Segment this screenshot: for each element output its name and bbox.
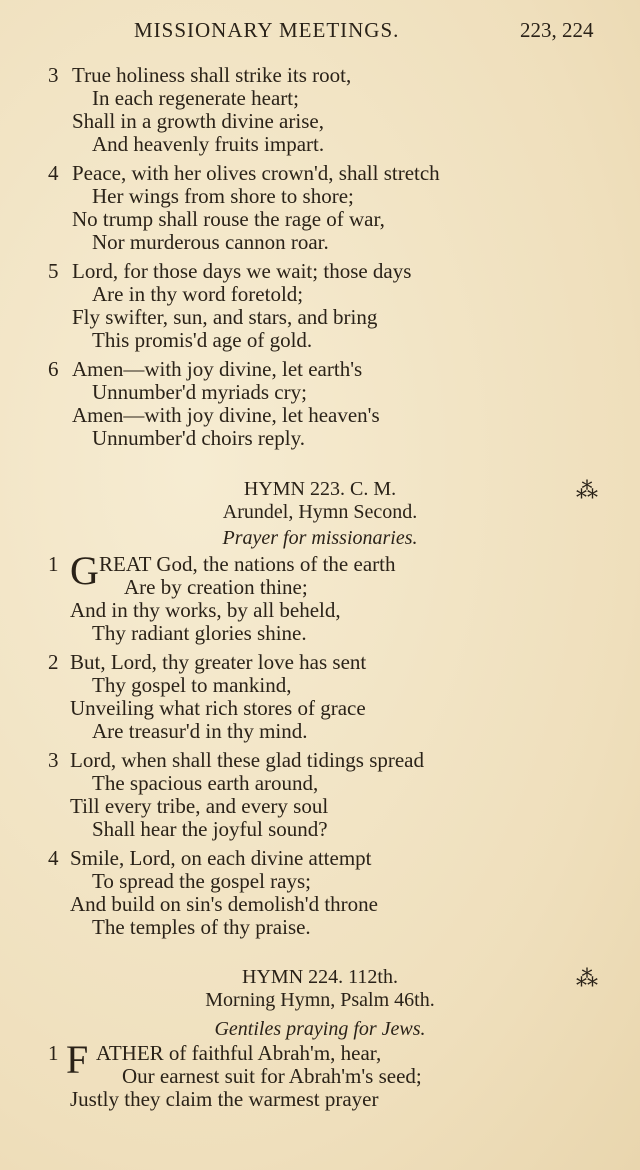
verse-line: The temples of thy praise.	[92, 915, 311, 939]
hymn-title: HYMN 223. C. M.	[243, 478, 397, 500]
ornament-mark: ⁂	[576, 966, 598, 991]
stanza-number: 3	[48, 748, 59, 772]
verse-line: Are treasur'd in thy mind.	[92, 719, 308, 743]
verse-line: And heavenly fruits impart.	[92, 132, 325, 156]
verse-line: Fly swifter, sun, and stars, and bring	[72, 305, 378, 329]
verse-line: The spacious earth around,	[92, 771, 319, 795]
stanza-number: 2	[48, 650, 59, 674]
page-header	[0, 18, 640, 48]
verse-line: True holiness shall strike its root,	[72, 63, 352, 87]
verse-line: Unnumber'd myriads cry;	[92, 380, 307, 404]
ornament-mark: ⁂	[576, 478, 598, 503]
verse-line: Amen—with joy divine, let earth's	[72, 357, 363, 381]
verse-line: But, Lord, thy greater love has sent	[70, 650, 367, 674]
verse-line: In each regenerate heart;	[92, 86, 299, 110]
verse-line: Nor murderous cannon roar.	[92, 230, 329, 254]
verse-line: Amen—with joy divine, let heaven's	[72, 403, 380, 427]
verse-line: Peace, with her olives crown'd, shall stretch	[72, 161, 440, 185]
page-numbers: 223, 224	[520, 18, 594, 42]
verse-line: Shall in a growth divine arise,	[72, 109, 324, 133]
verse-line: And in thy works, by all beheld,	[70, 598, 341, 622]
verse-line: Her wings from shore to shore;	[92, 184, 354, 208]
verse-line: REAT God, the nations of the earth	[99, 552, 396, 576]
hymn-subject: Gentiles praying for Jews.	[214, 1018, 426, 1040]
verse-line: Till every tribe, and every soul	[70, 794, 329, 818]
verse-line: Smile, Lord, on each divine attempt	[70, 846, 372, 870]
verse-line: Shall hear the joyful sound?	[92, 817, 328, 841]
verse-line: Our earnest suit for Abrah'm's seed;	[122, 1064, 422, 1088]
stanza-number: 4	[48, 846, 59, 870]
verse-line: ATHER of faithful Abrah'm, hear,	[96, 1041, 382, 1065]
verse-line: Thy gospel to mankind,	[92, 673, 292, 697]
hymn-title: HYMN 224. 112th.	[242, 966, 398, 988]
hymn-subject: Prayer for missionaries.	[222, 527, 418, 549]
verse-line: Unnumber'd choirs reply.	[92, 426, 305, 450]
verse-line: No trump shall rouse the rage of war,	[72, 207, 385, 231]
verse-line: Are in thy word foretold;	[92, 282, 304, 306]
verse-line: Justly they claim the warmest prayer	[70, 1087, 379, 1111]
verse-line: Thy radiant glories shine.	[92, 621, 307, 645]
verse-line: And build on sin's demolish'd throne	[70, 892, 378, 916]
verse-line: To spread the gospel rays;	[92, 869, 311, 893]
verse-line: Lord, when shall these glad tidings spread	[70, 748, 425, 772]
stanza-number: 3	[48, 63, 59, 87]
running-head: MISSIONARY MEETINGS.	[134, 18, 400, 42]
stanza-number: 1	[48, 1041, 59, 1065]
tune-name: Arundel, Hymn Second.	[222, 501, 418, 523]
drop-cap: G	[70, 548, 99, 593]
stanza-number: 1	[48, 552, 59, 576]
stanza-number: 6	[48, 357, 59, 381]
verse-line: This promis'd age of gold.	[92, 328, 313, 352]
stanza-number: 5	[48, 259, 59, 283]
verse-line: Unveiling what rich stores of grace	[70, 696, 366, 720]
verse-line: Are by creation thine;	[124, 575, 308, 599]
drop-cap: F	[66, 1037, 89, 1082]
tune-name: Morning Hymn, Psalm 46th.	[205, 989, 435, 1011]
verse-line: Lord, for those days we wait; those days	[72, 259, 412, 283]
stanza-number: 4	[48, 161, 59, 185]
